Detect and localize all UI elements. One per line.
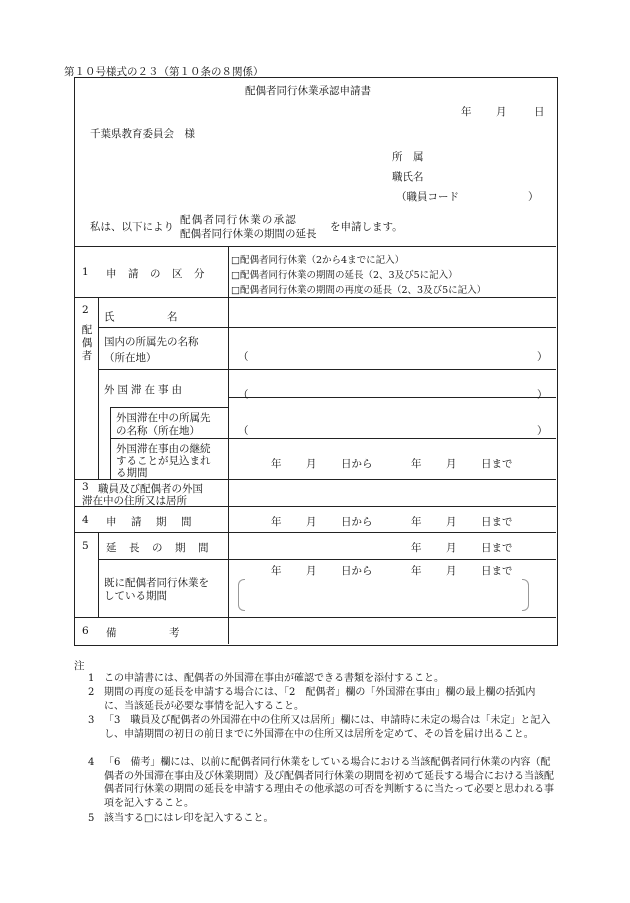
affiliation-label: 所 属 xyxy=(392,151,424,163)
note-number: 5 xyxy=(88,813,95,824)
form-number: 第１０号様式の２３（第１０条の８関係） xyxy=(64,66,264,78)
period-to: 日まで xyxy=(481,458,513,470)
employee-code-close: ） xyxy=(528,191,539,203)
row-divider xyxy=(98,559,556,560)
bracket-left xyxy=(238,579,245,611)
period-year: 年 xyxy=(411,516,422,528)
column-divider xyxy=(98,297,99,479)
note-text: 該当する□にはレ印を記入すること。 xyxy=(104,813,274,824)
existing-leave-label-sub: している期間 xyxy=(104,590,167,602)
notes-heading: 注 xyxy=(74,660,85,672)
period-month: 月 xyxy=(306,565,317,577)
row3-label-sub: 滞在中の住所又は居所 xyxy=(82,495,187,507)
row-divider xyxy=(74,532,556,533)
row6-label: 備 考 xyxy=(106,627,180,639)
row-divider xyxy=(98,369,556,370)
foreign-org-open-paren: （ xyxy=(238,425,249,437)
note-text: この申請書には、配偶者の外国滞在事由が確認できる書類を添付すること。 xyxy=(104,673,444,684)
note-text: 期間の再度の延長を申請する場合には、「2 配偶者」欄の「外国滞在事由」欄の最上欄の括弧内に、当該延長が必要な事情を記入すること。 xyxy=(104,687,536,712)
row3-label: 職員及び配偶者の外国 xyxy=(98,483,203,495)
period-to: 日まで xyxy=(481,542,513,554)
foreign-org-close-paren: ） xyxy=(537,425,548,437)
request-type-option[interactable]: □配偶者同行休業の期間の延長（2、3及び5に記入） xyxy=(231,270,458,281)
row3-number: 3 xyxy=(82,481,89,493)
period-month: 月 xyxy=(446,516,457,528)
employee-code-label: （職員コード xyxy=(396,191,459,203)
existing-leave-label: 既に配偶者同行休業を xyxy=(104,577,209,589)
period-year: 年 xyxy=(411,542,422,554)
foreign-org-label: 外国滞在中の所属先 xyxy=(116,412,211,424)
period-year: 年 xyxy=(411,458,422,470)
domestic-open-paren: （ xyxy=(238,351,249,363)
note-item xyxy=(74,672,554,686)
row5-label: 延 長 の 期 間 xyxy=(106,542,210,554)
period-to: 日まで xyxy=(481,565,513,577)
period-from: 日から xyxy=(341,565,373,577)
domestic-close-paren: ） xyxy=(537,351,548,363)
period-month: 月 xyxy=(446,565,457,577)
domestic-org-label-sub: （所在地） xyxy=(104,352,157,364)
row5-number: 5 xyxy=(82,540,89,552)
period-month: 月 xyxy=(446,542,457,554)
note-number: 2 xyxy=(88,687,95,698)
spouse-name-label: 氏 名 xyxy=(104,311,178,323)
column-divider xyxy=(228,246,229,644)
row-divider xyxy=(98,327,556,328)
column-divider xyxy=(98,532,99,617)
expected-period-label: る期間 xyxy=(116,467,148,479)
period-year: 年 xyxy=(271,516,282,528)
period-month: 月 xyxy=(306,458,317,470)
period-year: 年 xyxy=(271,458,282,470)
expected-period-label: 外国滞在事由の継続 xyxy=(116,443,211,455)
period-month: 月 xyxy=(306,516,317,528)
row-divider xyxy=(74,617,556,618)
note-number: 1 xyxy=(88,673,95,684)
domestic-org-label: 国内の所属先の名称 xyxy=(104,336,199,348)
note-text: 「6 備考」欄には、以前に配偶者同行休業をしている場合における当該配偶者同行休業の内容（配偶者の外国滞在事由及び休業期間）及び配偶者同行休業の期間を初めて延長する場合における当該配偶者同行休業の期間の延長を申請する理由その他承認の可否を判断するに当たって必要と思われる事項を記入すること。 xyxy=(104,757,554,809)
addressee: 千葉県教育委員会 様 xyxy=(90,128,195,140)
row-divider xyxy=(74,246,556,247)
row-divider xyxy=(110,407,228,408)
note-text: 「3 職員及び配偶者の外国滞在中の住所又は居所」欄には、申請時に未定の場合は「未定」と記入し、申請期間の初日の前日までに外国滞在中の住所又は居所を定めて、その旨を届け出ること。 xyxy=(104,715,551,740)
form-title: 配偶者同行休業承認申請書 xyxy=(245,85,371,97)
bracket-right xyxy=(522,579,529,611)
name-label: 職氏名 xyxy=(392,171,424,183)
period-year: 年 xyxy=(271,565,282,577)
period-from: 日から xyxy=(341,516,373,528)
column-divider xyxy=(110,407,111,479)
intro-suffix: を申請します。 xyxy=(330,221,403,233)
note-item xyxy=(74,714,554,741)
note-item xyxy=(74,686,554,713)
request-type-option[interactable]: □配偶者同行休業（2から4までに記入） xyxy=(231,255,405,266)
foreign-org-label-sub: の名称（所在地） xyxy=(116,425,200,437)
note-number: 4 xyxy=(88,757,95,768)
period-year: 年 xyxy=(411,565,422,577)
intro-option-approval: 配偶者同行休業の承認 xyxy=(180,214,297,226)
row-divider xyxy=(74,297,556,298)
row1-label: 申 請 の 区 分 xyxy=(106,268,205,280)
note-item xyxy=(74,812,554,826)
period-month: 月 xyxy=(446,458,457,470)
row-divider xyxy=(228,397,556,398)
date-day: 日 xyxy=(534,106,545,118)
row6-number: 6 xyxy=(82,625,89,637)
note-number: 3 xyxy=(88,715,95,726)
row4-number: 4 xyxy=(82,514,89,526)
row2-number: 2 xyxy=(82,304,89,316)
date-year: 年 xyxy=(461,106,472,118)
reason-close-paren: ） xyxy=(537,389,548,401)
intro-option-extension: 配偶者同行休業の期間の延長 xyxy=(180,228,317,240)
spouse-group-label: 配偶者 xyxy=(81,324,93,362)
foreign-reason-label: 外国滞在事由 xyxy=(104,384,185,396)
period-from: 日から xyxy=(341,458,373,470)
intro-prefix: 私は、以下により xyxy=(90,221,174,233)
note-item xyxy=(74,756,554,810)
date-month: 月 xyxy=(496,106,507,118)
expected-period-label: することが見込まれ xyxy=(116,455,211,467)
period-to: 日まで xyxy=(481,516,513,528)
row-divider xyxy=(110,438,556,439)
row4-label: 申 請 期 間 xyxy=(106,516,194,528)
request-type-option[interactable]: □配偶者同行休業の期間の再度の延長（2、3及び5に記入） xyxy=(231,285,487,296)
reason-open-paren: （ xyxy=(238,389,249,401)
row1-number: 1 xyxy=(82,266,89,278)
